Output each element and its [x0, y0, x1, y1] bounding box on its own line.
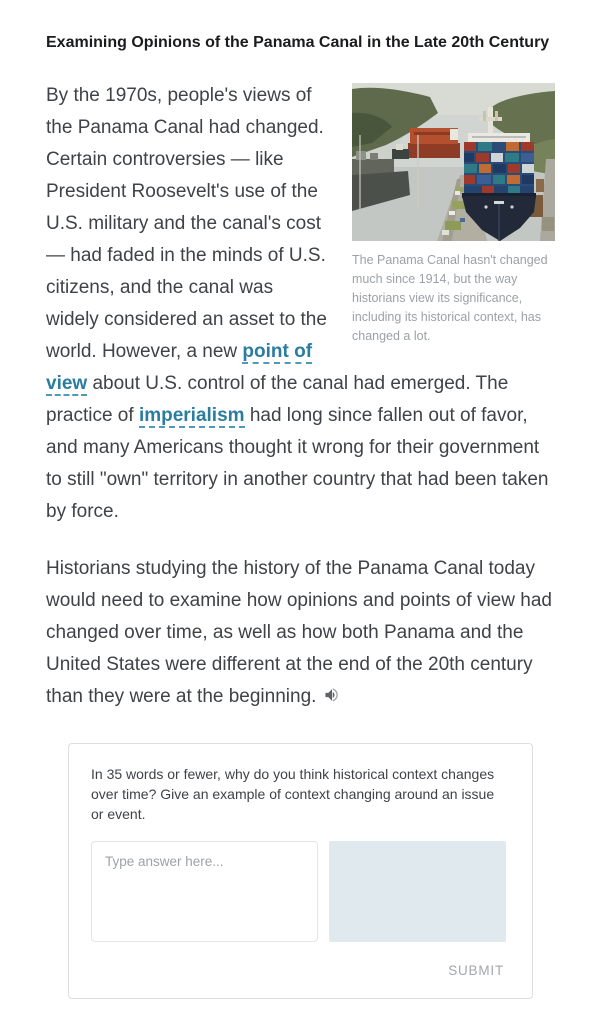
article-body: [46, 80, 555, 713]
question-prompt: In 35 words or fewer, why do you think historical context changes over time? Give an example of context changing around an issue or event.: [91, 766, 495, 822]
answer-row: [91, 841, 506, 942]
paragraph-1-text-b: about U.S. control of the canal had emerged. The practice of: [46, 373, 509, 426]
point-of-view-link[interactable]: point of view: [46, 341, 313, 394]
paragraph-2: [46, 553, 555, 713]
panama-canal-photo-illustration: [352, 83, 555, 241]
panel-footer: [91, 959, 506, 982]
canal-figure: [352, 83, 555, 346]
paragraph-1-text-c: had long since fallen out of favor, and many Americans thought it wrong for their government to still "own" territory in another country that had been taken by force.: [46, 405, 549, 522]
article-title: Examining Opinions of the Panama Canal in the Late 20th Century: [46, 34, 550, 51]
article-content: [46, 33, 555, 999]
answer-input[interactable]: [91, 841, 318, 942]
speaker-icon[interactable]: [323, 687, 341, 703]
figure-caption: The Panama Canal hasn't changed much since 1914, but the way historians view its significance, including its historical context, has changed a lot.: [352, 253, 548, 343]
answer-visual-placeholder: [329, 841, 506, 942]
question-panel: [68, 743, 533, 999]
paragraph-2-text: Historians studying the history of the Panama Canal today would need to examine how opinions and points of view had changed over time, as well as how both Panama and the United States were different at the end of the 20th century than they were at the beginning.: [46, 558, 552, 707]
panama-canal-photo: [352, 83, 555, 241]
submit-button[interactable]: SUBMIT: [446, 959, 506, 982]
paragraph-1-text-a: By the 1970s, people's views of the Panama Canal had changed. Certain controversies — like President Roosevelt's use of the U.S. military and the canal's cost — had faded in the minds of U.S. citizens, and the canal was widely considered an asset to the world. However, a new: [46, 85, 327, 362]
imperialism-link[interactable]: imperialism: [138, 405, 245, 426]
